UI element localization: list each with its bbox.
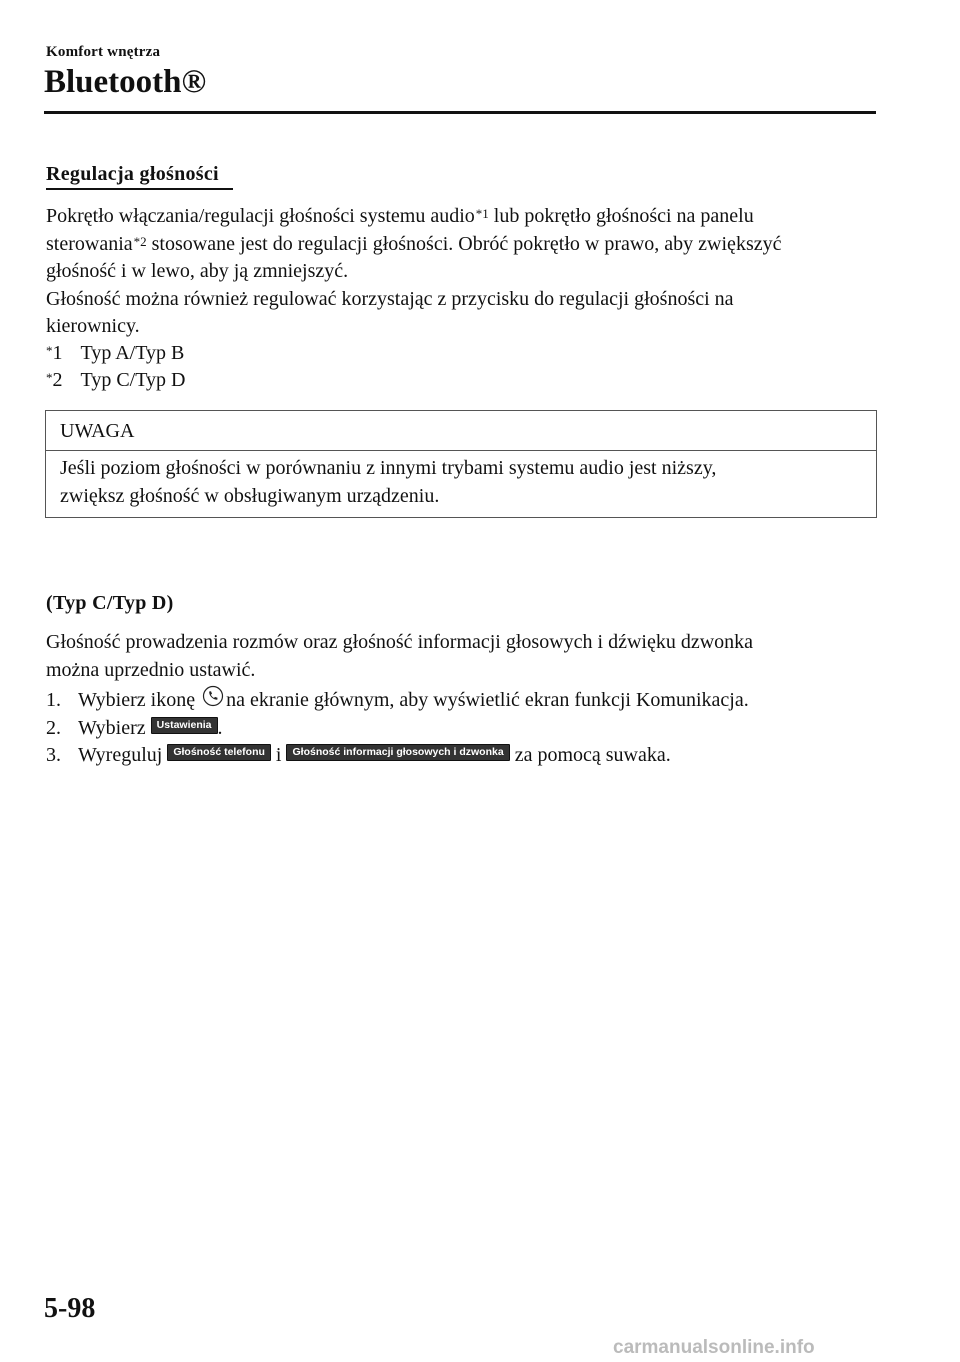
- para-text: można uprzednio ustawić.: [46, 658, 256, 681]
- step-text: za pomocą suwaka.: [514, 744, 671, 766]
- step-text: Wybierz: [78, 716, 146, 739]
- typecd-intro: [46, 629, 876, 684]
- volume-paragraph: [46, 203, 876, 341]
- footnote: [46, 340, 184, 368]
- note-title: UWAGA: [60, 420, 135, 442]
- footnote-number: 1: [52, 342, 63, 364]
- step-text: Wyreguluj: [78, 744, 163, 766]
- step-number: 1.: [46, 689, 61, 711]
- footnote-text: Typ C/Typ D: [80, 369, 186, 391]
- breadcrumb: Komfort wnętrza: [46, 44, 161, 60]
- para-text: Głośność można również regulować korzystając z przycisku do regulacji głośności na: [46, 287, 734, 310]
- footnote-ref: *2: [133, 233, 147, 249]
- sub-heading: (Typ C/Typ D): [46, 592, 174, 614]
- phone-volume-button[interactable]: Głośność telefonu: [167, 744, 271, 761]
- note-header: [46, 411, 876, 451]
- footnote-mark: *: [46, 343, 53, 358]
- para-text: głośność i w lewo, aby ją zmniejszyć.: [46, 260, 349, 282]
- step-number: 3.: [46, 744, 61, 766]
- step-text: i: [275, 744, 282, 766]
- para-text: Pokrętło włączania/regulacji głośności systemu audio: [46, 205, 475, 227]
- step-item: [46, 687, 876, 715]
- note-text: Jeśli poziom głośności w porównaniu z innymi trybami systemu audio jest niższy,: [60, 457, 717, 479]
- section-heading: Regulacja głośności: [46, 163, 219, 185]
- footnote-ref: *1: [475, 206, 489, 221]
- watermark: carmanualsonline.info: [613, 1337, 815, 1358]
- para-text: lub pokrętło głośności na panelu: [488, 205, 754, 227]
- phone-icon: [202, 685, 224, 707]
- section-heading-underline: [46, 188, 233, 190]
- step-text: Wybierz ikonę: [78, 689, 196, 711]
- step-text: na ekranie głównym, aby wyświetlić ekran funkcji Komunikacja.: [226, 689, 749, 711]
- para-text: stosowane jest do regulacji głośności. Obróć pokrętło w prawo, aby zwiększyć: [146, 232, 782, 255]
- para-text: sterowania: [46, 232, 133, 255]
- step-item: [46, 742, 876, 770]
- footnote-text: Typ A/Typ B: [80, 342, 185, 364]
- note-body: [60, 455, 860, 510]
- note-box: [45, 410, 877, 518]
- settings-button[interactable]: Ustawienia: [151, 717, 218, 734]
- note-text: zwiększ głośność w obsługiwanym urządzeniu.: [60, 484, 440, 507]
- step-text: .: [217, 716, 223, 739]
- voice-ringtone-volume-button[interactable]: Głośność informacji głosowych i dzwonka: [286, 744, 509, 761]
- page-number: 5-98: [44, 1293, 96, 1324]
- para-text: kierownicy.: [46, 315, 140, 337]
- title-rule: [44, 111, 876, 114]
- step-number: 2.: [46, 716, 61, 739]
- step-item: [46, 715, 876, 743]
- footnote-number: 2: [52, 369, 63, 391]
- footnote: [46, 367, 185, 395]
- footnote-mark: *: [46, 370, 53, 385]
- para-text: Głośność prowadzenia rozmów oraz głośność informacji głosowych i dźwięku dzwonka: [46, 631, 754, 653]
- page-title: Bluetooth®: [44, 64, 207, 100]
- step-list: [46, 687, 876, 770]
